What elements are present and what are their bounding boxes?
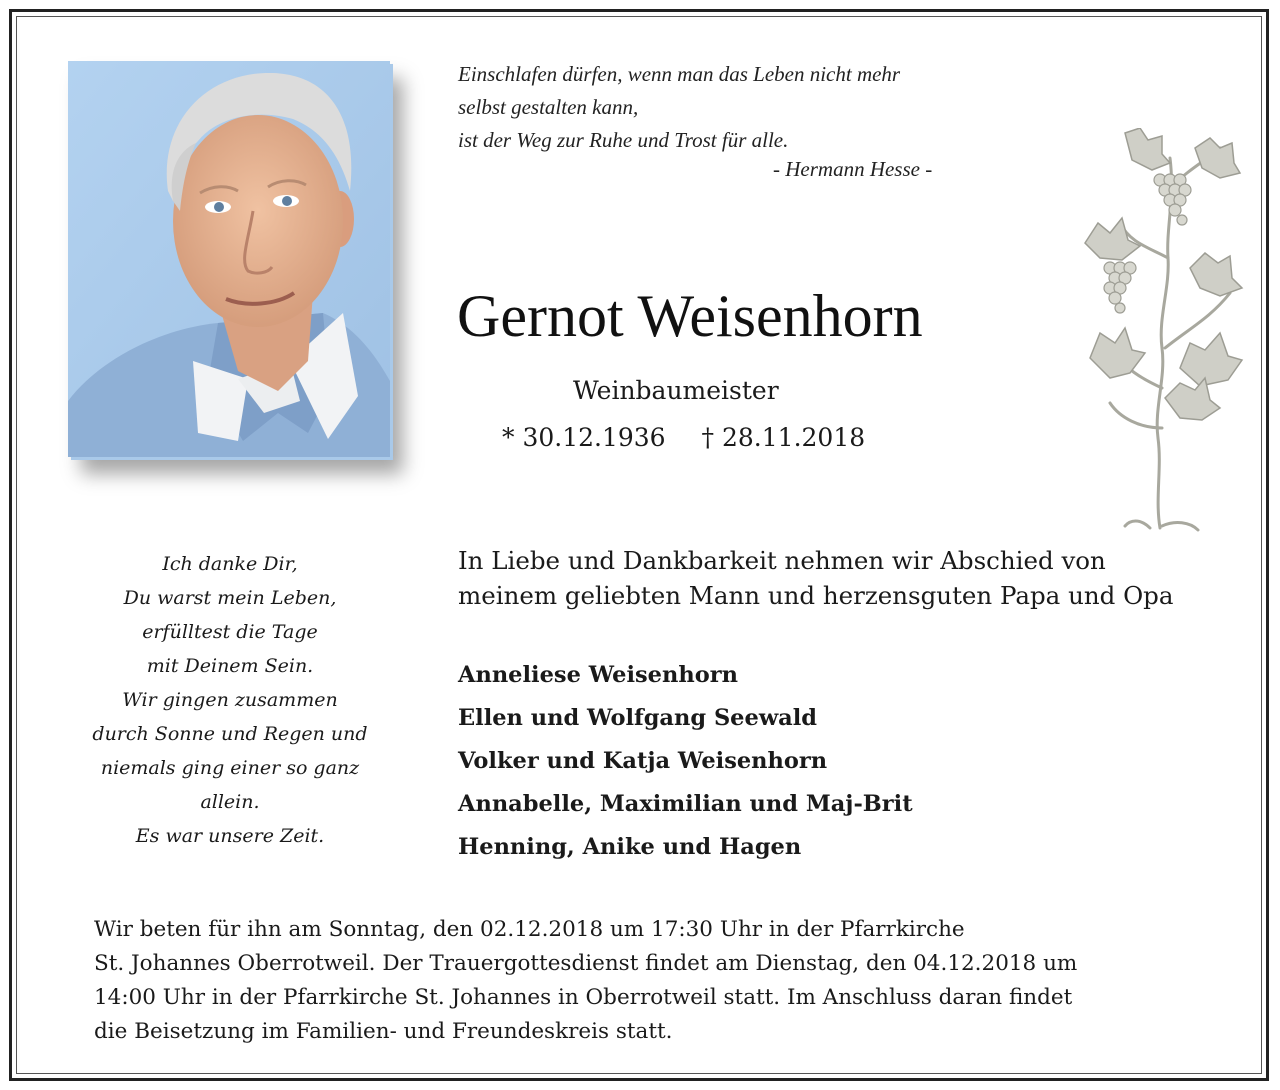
- poem-line: Wir gingen zusammen: [122, 689, 338, 711]
- deceased-profession: Weinbaumeister: [573, 376, 779, 405]
- intro-line: meinem geliebten Mann und herzensguten Papa und Opa: [458, 581, 1174, 610]
- mourner-name: Anneliese Weisenhorn: [458, 662, 738, 688]
- poem-line: Ich danke Dir,: [162, 553, 298, 575]
- mourner-name: Henning, Anike und Hagen: [458, 834, 802, 860]
- poem-line: durch Sonne und Regen und: [92, 723, 368, 745]
- notice-line: Wir beten für ihn am Sonntag, den 02.12.2018 um 17:30 Uhr in der Pfarrkirche: [94, 917, 965, 942]
- funeral-notice: [94, 913, 1224, 1049]
- poem-line: allein.: [200, 791, 260, 813]
- birth-date: * 30.12.1936: [502, 423, 666, 452]
- mourner-name: Annabelle, Maximilian und Maj-Brit: [458, 791, 913, 817]
- hesse-quote: [458, 58, 1018, 157]
- memorial-poem: [60, 547, 400, 853]
- mourners-list: [458, 654, 1158, 869]
- poem-line: mit Deinem Sein.: [146, 655, 314, 677]
- poem-line: erfülltest die Tage: [142, 621, 318, 643]
- notice-line: 14:00 Uhr in der Pfarrkirche St. Johannes in Oberrotweil statt. Im Anschluss daran findet: [94, 985, 1073, 1010]
- notice-line: die Beisetzung im Familien- und Freundeskreis statt.: [94, 1019, 673, 1044]
- death-date: † 28.11.2018: [701, 423, 866, 452]
- portrait-photo: [68, 61, 390, 457]
- quote-line: Einschlafen dürfen, wenn man das Leben nicht mehr: [458, 62, 901, 86]
- poem-line: niemals ging einer so ganz: [100, 757, 360, 779]
- mourner-name: Volker und Katja Weisenhorn: [458, 748, 828, 774]
- mourner-name: Ellen und Wolfgang Seewald: [458, 705, 818, 731]
- quote-line: selbst gestalten kann,: [458, 95, 639, 119]
- notice-line: St. Johannes Oberrotweil. Der Trauergottesdienst findet am Dienstag, den 04.12.2018 um: [94, 951, 1078, 976]
- intro-line: In Liebe und Dankbarkeit nehmen wir Abschied von: [458, 546, 1106, 575]
- quote-line: ist der Weg zur Ruhe und Trost für alle.: [458, 128, 789, 152]
- life-dates: [502, 421, 865, 455]
- quote-author: - Hermann Hesse -: [773, 157, 933, 181]
- grapevine-ornament: [1070, 128, 1245, 533]
- deceased-name: Gernot Weisenhorn: [457, 283, 923, 349]
- farewell-intro: [458, 543, 1248, 613]
- poem-line: Du warst mein Leben,: [123, 587, 337, 609]
- poem-line: Es war unsere Zeit.: [135, 825, 325, 847]
